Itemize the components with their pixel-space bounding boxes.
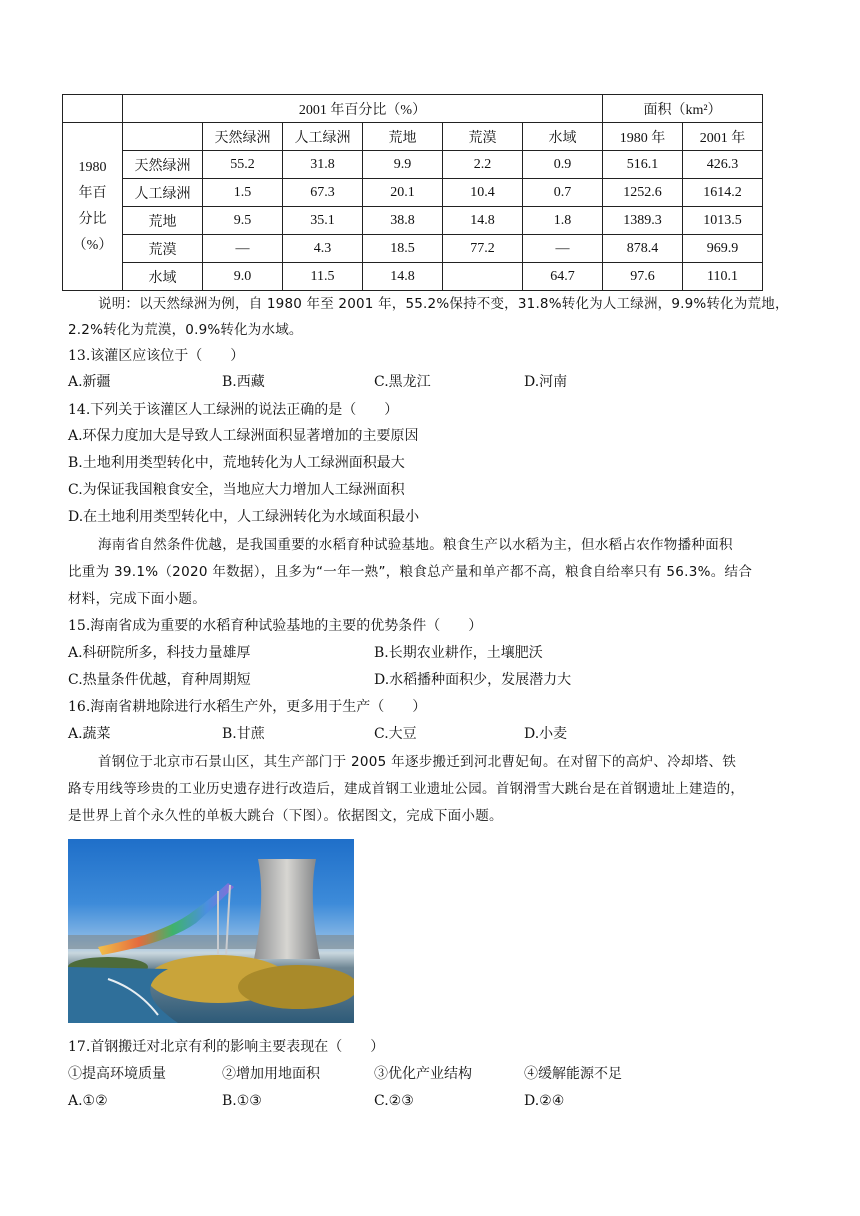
row-group-line: 1980 [78, 159, 107, 175]
q17-option-d[interactable]: D.②④ [524, 1093, 565, 1109]
table-cell: 20.1 [363, 179, 443, 207]
q16-option-d[interactable]: D.小麦 [524, 726, 568, 742]
table-note-line: 说明：以天然绿洲为例，自 1980 年至 2001 年，55.2%保持不变，31.8%转化为人工绿洲，9.9%转化为荒地， [98, 296, 789, 312]
passage-hainan-line: 海南省自然条件优越，是我国重要的水稻育种试验基地。粮食生产以水稻为主，但水稻占农作物播种面积 [98, 537, 733, 553]
q13-option-b[interactable]: B.西藏 [222, 374, 265, 390]
table-cell [443, 263, 523, 291]
table-header-row [63, 95, 763, 123]
q17-item-1: ①提高环境质量 [68, 1066, 166, 1082]
big-air-shougang-photo [68, 839, 354, 1023]
passage-shougang-line: 是世界上首个永久性的单板大跳台（下图）。依据图文，完成下面小题。 [68, 808, 503, 824]
table-cell: 4.3 [283, 235, 363, 263]
table-cell: 0.9 [523, 151, 603, 179]
column-header: 2001 年 [683, 123, 763, 151]
passage-hainan-line: 比重为 39.1%（2020 年数据），且多为“一年一熟”，粮食总产量和单产都不高，粮食自给率只有 56.3%。结合 [68, 564, 753, 580]
table-cell: 516.1 [603, 151, 683, 179]
row-group-line: （%） [72, 237, 113, 253]
column-header: 1980 年 [603, 123, 683, 151]
table-cell: 1252.6 [603, 179, 683, 207]
table-cell: — [523, 235, 603, 263]
table-cell: 14.8 [443, 207, 523, 235]
column-header: 荒地 [363, 123, 443, 151]
column-header: 天然绿洲 [203, 123, 283, 151]
row-label: 水域 [123, 263, 203, 291]
q14-option-d[interactable]: D.在土地利用类型转化中，人工绿洲转化为水域面积最小 [68, 509, 420, 525]
passage-shougang-line: 首钢位于北京市石景山区，其生产部门于 2005 年逐步搬迁到河北曹妃甸。在对留下的高炉、冷却塔、铁 [98, 754, 737, 770]
photo-illustration [68, 839, 354, 1023]
land-use-table [62, 94, 763, 291]
cooling-tower [254, 859, 320, 959]
table-row [63, 263, 763, 291]
q17-item-3: ③优化产业结构 [374, 1066, 472, 1082]
q16-option-c[interactable]: C.大豆 [374, 726, 417, 742]
q14-option-c[interactable]: C.为保证我国粮食安全，当地应大力增加人工绿洲面积 [68, 482, 405, 498]
table-note-line: 2.2%转化为荒漠，0.9%转化为水域。 [68, 322, 303, 338]
q15-option-c[interactable]: C.热量条件优越，育种周期短 [68, 672, 251, 688]
table-corner-cell [63, 95, 123, 123]
q17-item-4: ④缓解能源不足 [524, 1066, 622, 1082]
q17-item-2: ②增加用地面积 [222, 1066, 320, 1082]
table-cell: 0.7 [523, 179, 603, 207]
table-cell: 2.2 [443, 151, 523, 179]
q13-option-a[interactable]: A.新疆 [68, 374, 111, 390]
q14-option-b[interactable]: B.土地利用类型转化中，荒地转化为人工绿洲面积最大 [68, 455, 405, 471]
table-cell: 38.8 [363, 207, 443, 235]
table-subheader-row [63, 123, 763, 151]
row-label: 天然绿洲 [123, 151, 203, 179]
q15-option-a[interactable]: A.科研院所多，科技力量雄厚 [68, 645, 251, 661]
q13-option-c[interactable]: C.黑龙江 [374, 374, 431, 390]
column-header: 人工绿洲 [283, 123, 363, 151]
subheader-empty [123, 123, 203, 151]
column-header: 荒漠 [443, 123, 523, 151]
header-2001-percent: 2001 年百分比（%） [123, 95, 603, 123]
table-cell: 55.2 [203, 151, 283, 179]
table-cell: 1.8 [523, 207, 603, 235]
passage-shougang-line: 路专用线等珍贵的工业历史遗存进行改造后，建成首钢工业遗址公园。首钢滑雪大跳台是在首钢遗址上建造的， [68, 781, 745, 797]
q14-option-a[interactable]: A.环保力度加大是导致人工绿洲面积显著增加的主要原因 [68, 428, 419, 444]
row-group-line: 分比 [78, 211, 107, 227]
table-cell: 878.4 [603, 235, 683, 263]
table-cell: 11.5 [283, 263, 363, 291]
table-row [63, 151, 763, 179]
autumn-trees [238, 965, 354, 1009]
table-cell: 110.1 [683, 263, 763, 291]
q17-option-b[interactable]: B.①③ [222, 1093, 262, 1109]
table-cell: 1.5 [203, 179, 283, 207]
table-cell: 67.3 [283, 179, 363, 207]
q17-option-c[interactable]: C.②③ [374, 1093, 414, 1109]
table-cell: 77.2 [443, 235, 523, 263]
row-label: 荒地 [123, 207, 203, 235]
table-cell: 1013.5 [683, 207, 763, 235]
table-cell: 14.8 [363, 263, 443, 291]
table-cell: 64.7 [523, 263, 603, 291]
q17-option-a[interactable]: A.①② [68, 1093, 108, 1109]
table-cell: 426.3 [683, 151, 763, 179]
table-cell: 97.6 [603, 263, 683, 291]
row-group-line: 年百 [78, 185, 107, 201]
row-group-label [63, 123, 123, 291]
table-cell: 9.5 [203, 207, 283, 235]
question-16-stem: 16.海南省耕地除进行水稻生产外，更多用于生产（ ） [68, 699, 427, 715]
q16-option-a[interactable]: A.蔬菜 [68, 726, 111, 742]
table-cell: 9.9 [363, 151, 443, 179]
table-cell: 18.5 [363, 235, 443, 263]
table-row [63, 207, 763, 235]
q15-option-b[interactable]: B.长期农业耕作，土壤肥沃 [374, 645, 543, 661]
header-area: 面积（km²） [603, 95, 763, 123]
question-17-stem: 17.首钢搬迁对北京有利的影响主要表现在（ ） [68, 1039, 385, 1055]
table-row [63, 179, 763, 207]
table-cell: 35.1 [283, 207, 363, 235]
passage-hainan-line: 材料，完成下面小题。 [68, 591, 206, 607]
table-cell: 1614.2 [683, 179, 763, 207]
table-cell: 969.9 [683, 235, 763, 263]
row-label: 荒漠 [123, 235, 203, 263]
row-label: 人工绿洲 [123, 179, 203, 207]
table-cell: 9.0 [203, 263, 283, 291]
q15-option-d[interactable]: D.水稻播种面积少，发展潜力大 [374, 672, 572, 688]
table-cell: 31.8 [283, 151, 363, 179]
table-row [63, 235, 763, 263]
q13-option-d[interactable]: D.河南 [524, 374, 568, 390]
question-15-stem: 15.海南省成为重要的水稻育种试验基地的主要的优势条件（ ） [68, 618, 483, 634]
question-14-stem: 14.下列关于该灌区人工绿洲的说法正确的是（ ） [68, 402, 399, 418]
q16-option-b[interactable]: B.甘蔗 [222, 726, 265, 742]
table-cell: 10.4 [443, 179, 523, 207]
table-cell: 1389.3 [603, 207, 683, 235]
column-header: 水域 [523, 123, 603, 151]
table-cell: — [203, 235, 283, 263]
question-13-stem: 13.该灌区应该位于（ ） [68, 348, 245, 364]
